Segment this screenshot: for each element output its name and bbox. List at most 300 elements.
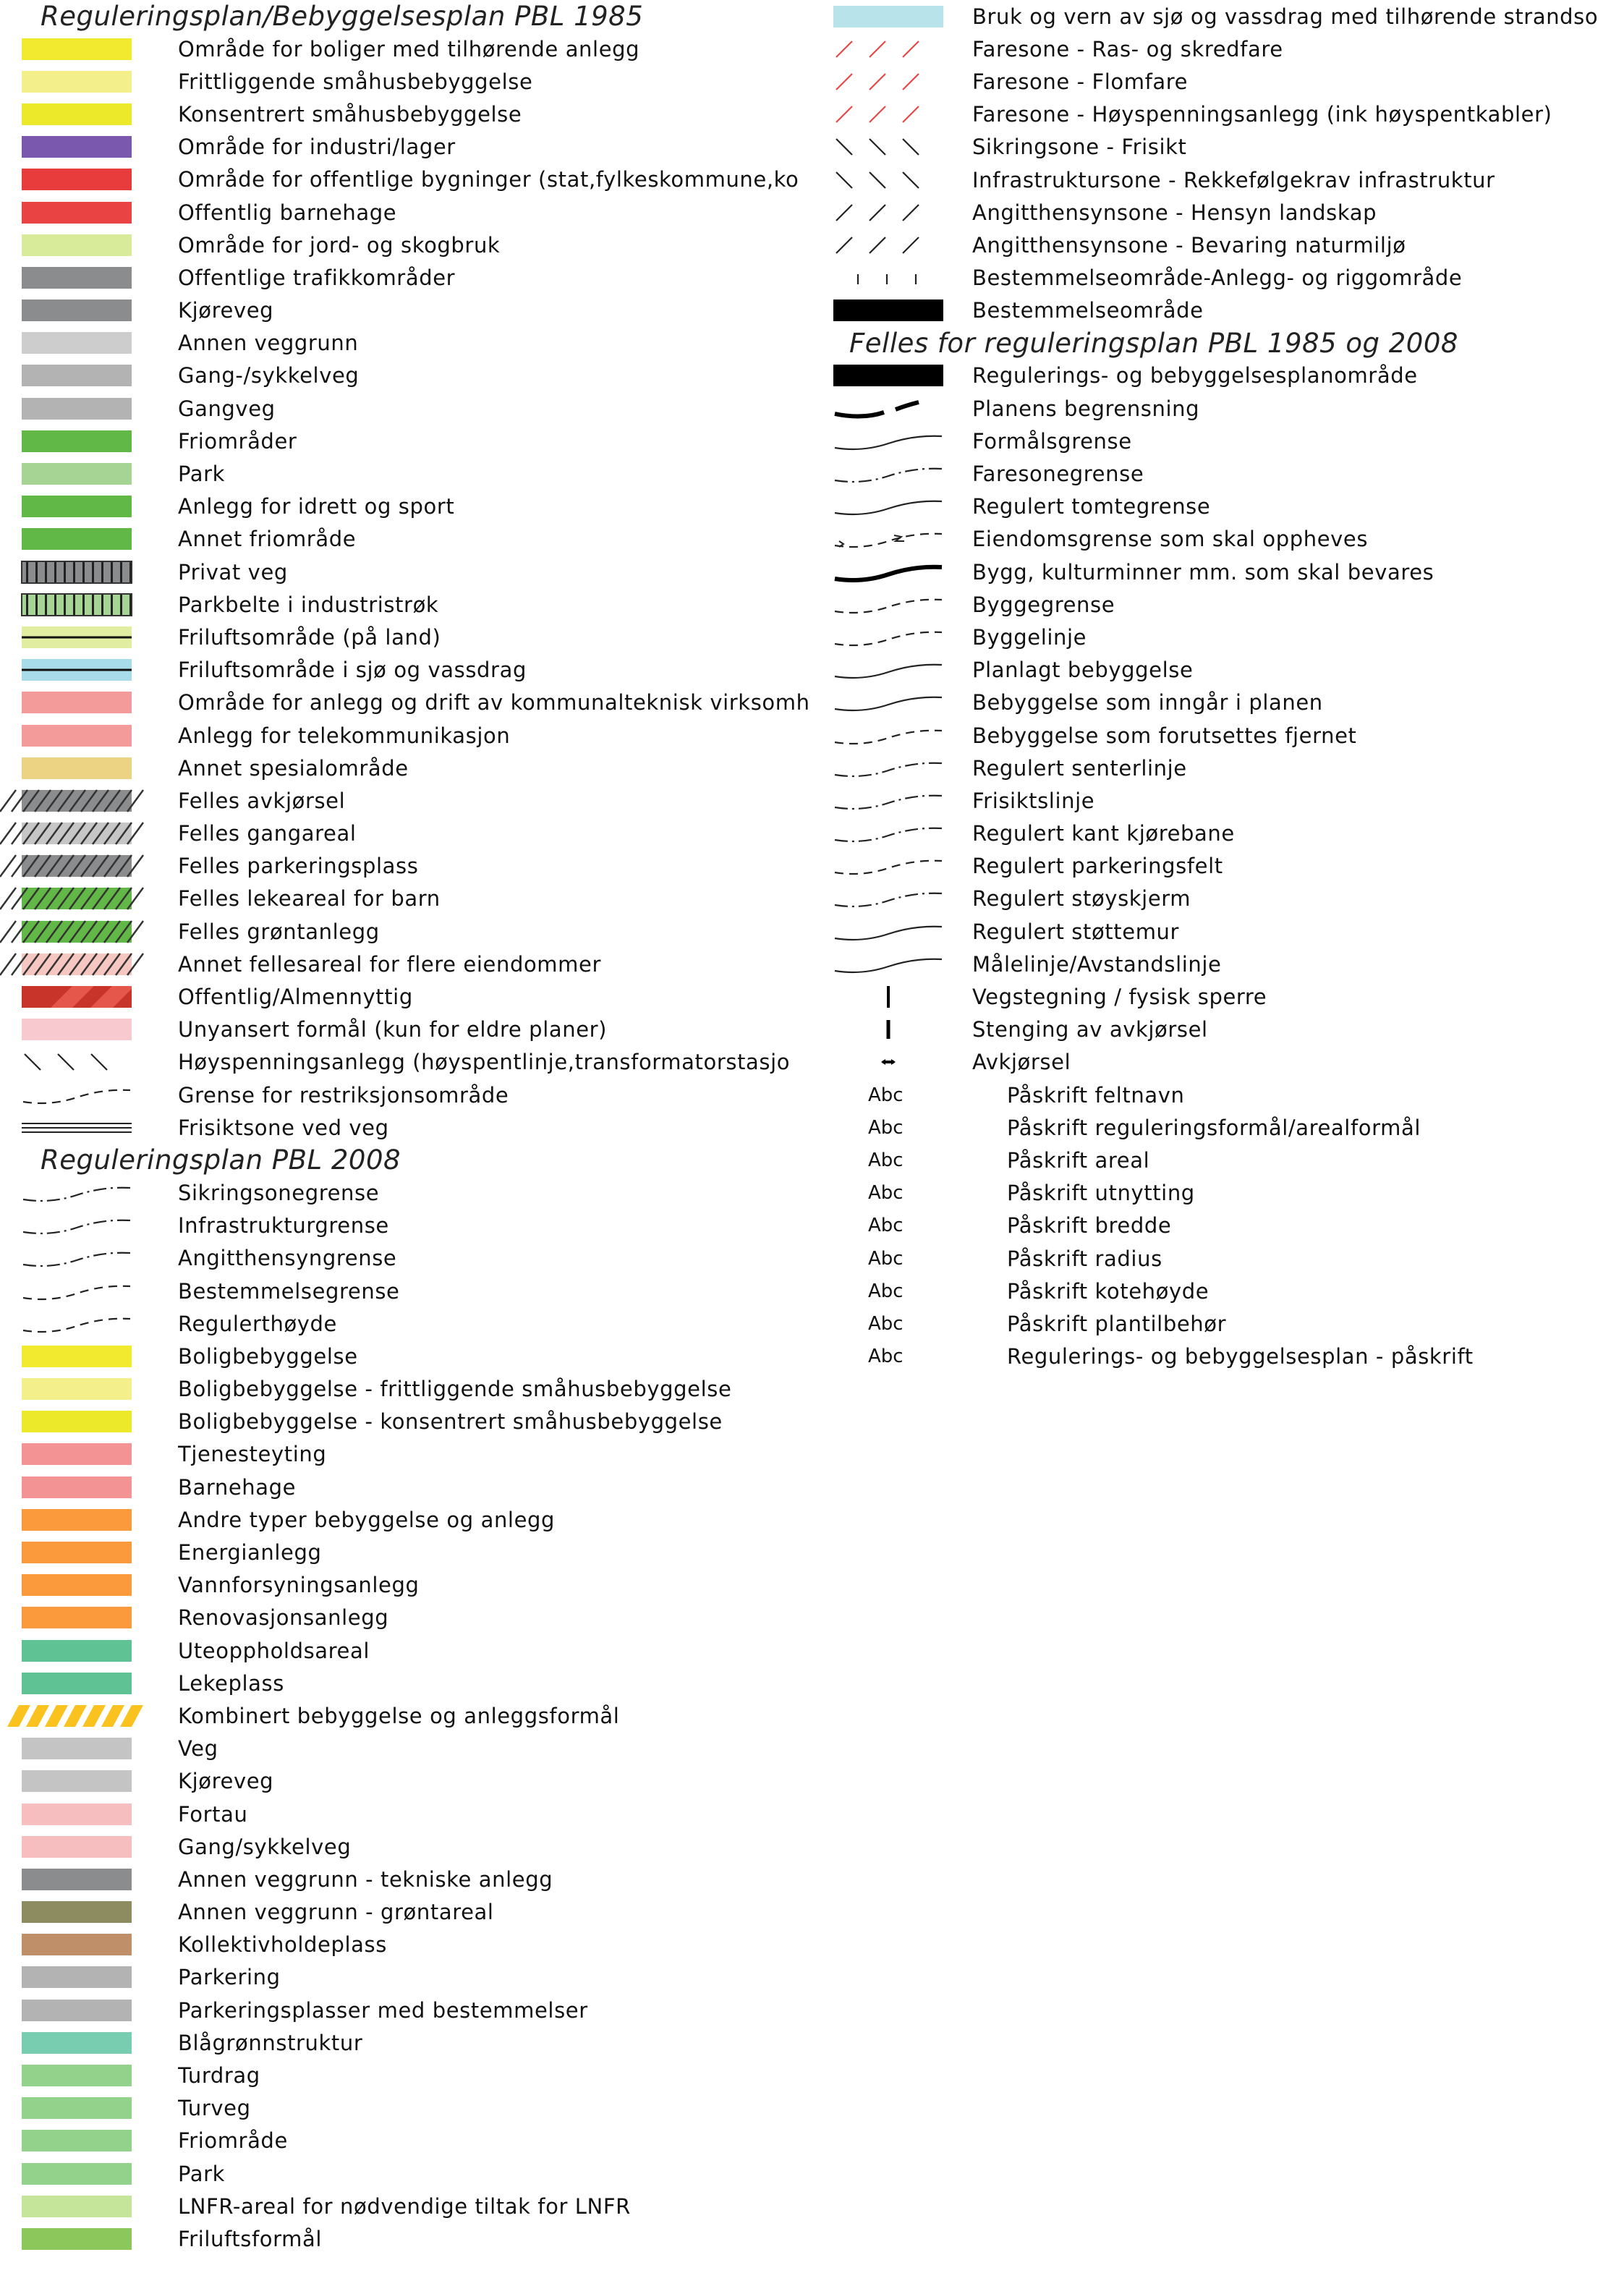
legend-label: Energianlegg	[178, 1540, 322, 1565]
legend-column-left	[0, 0, 817, 2256]
legend-label: Påskrift reguleringsformål/arealformål	[1007, 1115, 1421, 1140]
legend-label: Bebyggelse som forutsettes fjernet	[972, 723, 1357, 748]
legend-symbol	[22, 561, 132, 583]
legend-symbol	[833, 103, 943, 125]
legend-row-barnehage	[0, 1471, 817, 1503]
legend-label: Påskrift radius	[1007, 1246, 1162, 1271]
legend-label: Frittliggende småhusbebyggelse	[178, 69, 533, 94]
legend-row-turdrag	[0, 2059, 817, 2091]
legend-row-angitthensynsone-bevaring-naturmiljo	[817, 229, 1624, 261]
legend-label: Regulerthøyde	[178, 1311, 338, 1336]
legend-symbol	[833, 463, 943, 485]
legend-row-paskrift-bredde	[817, 1210, 1624, 1242]
legend-row-energianlegg	[0, 1536, 817, 1568]
legend-row-bestemmelsegrense	[0, 1275, 817, 1307]
legend-row-boligbebyggelse-konsentrert-smahusbebyggelse	[0, 1406, 817, 1438]
legend-label: Anlegg for idrett og sport	[178, 494, 455, 519]
legend-label: Frisiktslinje	[972, 788, 1095, 813]
legend-label: Offentlig/Almennyttig	[178, 985, 413, 1010]
legend-row-tjenesteyting	[0, 1438, 817, 1471]
legend-label: Annen veggrunn - grøntareal	[178, 1900, 494, 1925]
legend-row-regulert-stottemur	[817, 915, 1624, 948]
legend-label: Lekeplass	[178, 1670, 284, 1696]
legend-label: Målelinje/Avstandslinje	[972, 951, 1222, 977]
legend-label: Renovasjonsanlegg	[178, 1605, 389, 1631]
legend-label: Park	[178, 2161, 226, 2186]
legend-symbol	[22, 1019, 132, 1040]
legend-symbol	[833, 136, 943, 158]
legend-row-faresone-hoyspenningsanlegg-ink-hoyspentkabler	[817, 98, 1624, 131]
legend-row-regulerthoyde	[0, 1307, 817, 1340]
legend-symbol	[833, 855, 943, 877]
legend-label: Kombinert bebyggelse og anleggsformål	[178, 1703, 620, 1728]
legend-label: Regulert tomtegrense	[972, 494, 1211, 519]
legend-row-angitthensynsone-hensyn-landskap	[817, 196, 1624, 229]
legend-symbol	[22, 1640, 132, 1662]
legend-row-annen-veggrunn-grontareal	[0, 1896, 817, 1929]
legend-symbol	[22, 888, 132, 909]
legend-symbol	[22, 953, 132, 975]
legend-symbol	[22, 136, 132, 158]
legend-symbol	[833, 528, 943, 550]
legend-row-boligbebyggelse	[0, 1340, 817, 1372]
legend-row-kombinert-bebyggelse-og-anleggsformal	[0, 1699, 817, 1732]
legend-row-annen-veggrunn-tekniske-anlegg	[0, 1863, 817, 1895]
legend-row-regulert-kant-kjorebane	[817, 817, 1624, 850]
legend-label: Angitthensyngrense	[178, 1246, 397, 1271]
legend-label: Bruk og vern av sjø og vassdrag med tilhørende strandso	[972, 4, 1599, 29]
legend-label: Bygg, kulturminner mm. som skal bevares	[972, 559, 1434, 585]
legend-label: Fortau	[178, 1801, 248, 1827]
legend-symbol	[22, 1378, 132, 1400]
legend-symbol	[833, 234, 943, 256]
legend-label: Regulerings- og bebyggelsesplanområde	[972, 363, 1418, 388]
legend-row-offentlig-barnehage	[0, 196, 817, 229]
legend-symbol	[22, 1084, 132, 1106]
legend-symbol	[22, 626, 132, 648]
legend-label: Faresone - Flomfare	[972, 69, 1189, 94]
legend-symbol	[22, 2163, 132, 2185]
legend-symbol	[22, 332, 132, 354]
legend-row-anlegg-for-idrett-og-sport	[0, 490, 817, 523]
legend-row-bruk-og-vern-av-sjo-og-vassdrag-med-tilhorende-s	[817, 0, 1624, 33]
legend-symbol	[22, 1770, 132, 1792]
legend-row-bebyggelse-som-inngar-i-planen	[817, 687, 1624, 719]
legend-row-regulerings-og-bebyggelsesplan-paskrift	[817, 1341, 1624, 1373]
legend-symbol	[22, 1477, 132, 1498]
legend-label: Påskrift utnytting	[1007, 1181, 1195, 1206]
legend-row-omrade-for-anlegg-og-drift-av-kommunalteknisk-vi	[0, 687, 817, 719]
legend-symbol	[833, 725, 943, 747]
legend-symbol	[833, 365, 943, 386]
legend-label: Regulert støttemur	[972, 919, 1180, 944]
legend-symbol	[833, 594, 943, 616]
legend-symbol	[22, 2196, 132, 2217]
legend-symbol	[22, 823, 132, 844]
legend-symbol	[833, 986, 943, 1008]
legend-row-faresonegrense	[817, 457, 1624, 490]
legend-row-regulert-parkeringsfelt	[817, 850, 1624, 883]
legend-symbol	[22, 2000, 132, 2021]
legend-label: Turveg	[178, 2096, 251, 2121]
legend-row-park	[0, 2157, 817, 2190]
legend-row-parkeringsplasser-med-bestemmelser	[0, 1994, 817, 2026]
legend-label: Annet fellesareal for flere eiendommer	[178, 951, 601, 977]
legend-label: Felles lekeareal for barn	[178, 886, 441, 912]
legend-row-avkjorsel	[817, 1046, 1624, 1079]
legend-symbol	[833, 430, 943, 452]
legend-row-konsentrert-smahusbebyggelse	[0, 98, 817, 130]
legend-symbol	[833, 398, 943, 420]
legend-label: Friluftsområde (på land)	[178, 624, 441, 650]
legend-symbol	[22, 528, 132, 550]
legend-row-angitthensyngrense	[0, 1242, 817, 1275]
legend-symbol	[22, 38, 132, 60]
legend-symbol	[22, 2032, 132, 2054]
text-sample-symbol: Abc	[868, 1182, 904, 1205]
legend-row-bebyggelse-som-forutsettes-fjernet	[817, 719, 1624, 752]
legend-symbol	[22, 1280, 132, 1302]
legend-label: Område for boliger med tilhørende anlegg	[178, 36, 640, 61]
legend-symbol	[22, 1966, 132, 1988]
legend-symbol	[22, 1542, 132, 1563]
legend-row-eiendomsgrense-som-skal-oppheves	[817, 523, 1624, 556]
legend-row-infrastrukturgrense	[0, 1210, 817, 1242]
legend-row-anlegg-for-telekommunikasjon	[0, 719, 817, 752]
legend-symbol	[22, 1509, 132, 1531]
legend-row-bygg-kulturminner-mm-som-skal-bevares	[817, 556, 1624, 588]
legend-row-planens-begrensning	[817, 392, 1624, 425]
legend-label: Avkjørsel	[972, 1050, 1071, 1075]
legend-label: Friluftsområde i sjø og vassdrag	[178, 658, 527, 683]
legend-label: Påskrift kotehøyde	[1007, 1278, 1210, 1304]
legend-label: Eiendomsgrense som skal oppheves	[972, 527, 1369, 552]
legend-label: Annet spesialområde	[178, 755, 409, 781]
legend-label: Turdrag	[178, 2063, 260, 2089]
legend-row-andre-typer-bebyggelse-og-anlegg	[0, 1503, 817, 1536]
legend-row-kjoreveg	[0, 1765, 817, 1798]
legend-symbol	[22, 430, 132, 452]
legend-label: Påskrift plantilbehør	[1007, 1311, 1227, 1336]
legend-symbol	[22, 1738, 132, 1759]
legend-symbol	[22, 725, 132, 747]
legend-label: Gangveg	[178, 396, 276, 421]
legend-label: Angitthensynsone - Bevaring naturmiljø	[972, 232, 1406, 258]
legend-label: Tjenesteyting	[178, 1442, 327, 1467]
legend-row-fortau	[0, 1798, 817, 1830]
legend-row-annet-friomrade	[0, 523, 817, 556]
heading-pbl-1985: Reguleringsplan/Bebyggelsesplan PBL 1985	[41, 1, 644, 32]
legend-symbol	[833, 1051, 943, 1073]
legend-symbol	[22, 921, 132, 943]
legend-label: Uteoppholdsareal	[178, 1638, 370, 1663]
legend-row-byggegrense	[817, 588, 1624, 621]
legend-label: Blågrønnstruktur	[178, 2030, 363, 2055]
legend-label: Annen veggrunn - tekniske anlegg	[178, 1866, 553, 1892]
legend-row-veg	[0, 1733, 817, 1765]
legend-list-1985	[0, 33, 817, 1144]
legend-label: Regulert kant kjørebane	[972, 821, 1235, 846]
legend-symbol	[22, 1215, 132, 1236]
legend-label: Regulert støyskjerm	[972, 886, 1191, 912]
legend-row-blagronnstruktur	[0, 2026, 817, 2059]
legend-symbol	[22, 1313, 132, 1335]
legend-symbol	[22, 1346, 132, 1367]
legend-row-grense-for-restriksjonsomrade	[0, 1079, 817, 1111]
legend-row-annen-veggrunn	[0, 327, 817, 360]
heading-felles: Felles for reguleringsplan PBL 1985 og 2008	[849, 327, 1458, 359]
legend-symbol	[833, 921, 943, 943]
legend-row-parkbelte-i-industristrok	[0, 588, 817, 621]
legend-row-faresone-ras-og-skredfare	[817, 33, 1624, 65]
legend-list-2008	[0, 1176, 817, 2255]
legend-label: Park	[178, 462, 226, 487]
text-sample-symbol: Abc	[868, 1149, 904, 1171]
legend-row-regulert-tomtegrense	[817, 490, 1624, 523]
legend-row-park	[0, 457, 817, 490]
legend-label: Planlagt bebyggelse	[972, 658, 1194, 683]
legend-symbol	[22, 1443, 132, 1465]
legend-label: Kollektivholdeplass	[178, 1932, 387, 1958]
legend-list-zones	[817, 0, 1624, 327]
legend-row-frisiktsone-ved-veg	[0, 1111, 817, 1144]
legend-row-omrade-for-industri-lager	[0, 131, 817, 163]
legend-label: Barnehage	[178, 1474, 297, 1500]
legend-symbol	[22, 1117, 132, 1139]
legend-row-friomrade	[0, 2125, 817, 2157]
legend-symbol	[22, 496, 132, 517]
legend-row-lnfr-areal-for-nodvendige-tiltak-for-lnfr	[0, 2190, 817, 2222]
legend-label: Privat veg	[178, 559, 288, 585]
legend-label: Påskrift bredde	[1007, 1213, 1172, 1239]
legend-label: Regulert senterlinje	[972, 755, 1187, 781]
legend-row-sikringsonegrense	[0, 1176, 817, 1209]
legend-symbol	[22, 1836, 132, 1858]
legend-row-turveg	[0, 2092, 817, 2125]
legend-label: Område for industri/lager	[178, 135, 456, 160]
legend-label: Boligbebyggelse	[178, 1343, 358, 1369]
legend-label: Parkbelte i industristrøk	[178, 592, 439, 617]
text-sample-symbol: Abc	[868, 1247, 904, 1270]
legend-label: LNFR-areal for nødvendige tiltak for LNFR	[178, 2193, 631, 2219]
legend-label: Påskrift areal	[1007, 1147, 1150, 1173]
legend-row-bestemmelseomrade-anlegg-og-riggomrade	[817, 262, 1624, 294]
legend-row-omrade-for-offentlige-bygninger-stat-fylkeskommu	[0, 163, 817, 196]
legend-row-paskrift-feltnavn	[817, 1079, 1624, 1111]
legend-column-right	[817, 0, 1624, 1373]
legend-label: Felles grøntanlegg	[178, 919, 380, 944]
legend-symbol	[833, 299, 943, 321]
legend-symbol	[22, 790, 132, 812]
legend-symbol	[22, 1869, 132, 1890]
legend-symbol	[833, 38, 943, 60]
legend-label: Andre typer bebyggelse og anlegg	[178, 1507, 556, 1532]
legend-row-regulerings-og-bebyggelsesplanomrade	[817, 360, 1624, 392]
legend-label: Boligbebyggelse - konsentrert småhusbebyggelse	[178, 1409, 723, 1435]
legend-symbol	[22, 692, 132, 713]
legend-row-formalsgrense	[817, 425, 1624, 457]
legend-row-vannforsyningsanlegg	[0, 1569, 817, 1602]
legend-symbol	[833, 169, 943, 191]
legend-row-omrade-for-boliger-med-tilhorende-anlegg	[0, 33, 817, 65]
legend-row-boligbebyggelse-frittliggende-smahusbebyggelse	[0, 1373, 817, 1406]
legend-label: Gang-/sykkelveg	[178, 363, 360, 388]
legend-row-friluftsomrade-i-sjo-og-vassdrag	[0, 654, 817, 687]
legend-row-paskrift-areal	[817, 1144, 1624, 1176]
legend-symbol	[22, 1901, 132, 1923]
legend-symbol	[22, 1247, 132, 1269]
legend-label: Bestemmelseområde	[972, 298, 1204, 323]
legend-label: Faresonegrense	[972, 462, 1144, 487]
legend-symbol	[22, 1803, 132, 1825]
legend-symbol	[22, 2097, 132, 2119]
legend-row-felles-gangareal	[0, 817, 817, 850]
legend-symbol	[833, 71, 943, 93]
legend-label: Bestemmelseområde-Anlegg- og riggområde	[972, 265, 1463, 291]
legend-row-paskrift-utnytting	[817, 1177, 1624, 1210]
legend-symbol	[22, 267, 132, 289]
legend-symbol	[833, 202, 943, 224]
legend-symbol	[22, 71, 132, 93]
legend-label: Vannforsyningsanlegg	[178, 1573, 420, 1598]
legend-row-annet-fellesareal-for-flere-eiendommer	[0, 948, 817, 980]
legend-label: Felles gangareal	[178, 821, 357, 846]
legend-row-kollektivholdeplass	[0, 1929, 817, 1961]
legend-row-privat-veg	[0, 556, 817, 588]
legend-row-felles-avkjorsel	[0, 784, 817, 817]
legend-symbol	[22, 594, 132, 616]
legend-label: Byggelinje	[972, 624, 1087, 650]
legend-row-hoyspenningsanlegg-hoyspentlinje-transformatorst	[0, 1046, 817, 1079]
legend-symbol	[833, 6, 943, 27]
legend-label: Faresone - Ras- og skredfare	[972, 36, 1283, 61]
legend-list-felles	[817, 360, 1624, 1373]
legend-row-gang-sykkelveg	[0, 1830, 817, 1863]
legend-row-unyansert-formal-kun-for-eldre-planer	[0, 1014, 817, 1046]
legend-symbol	[22, 2065, 132, 2086]
legend-symbol	[22, 299, 132, 321]
legend-label: Bestemmelsegrense	[178, 1278, 400, 1304]
legend-label: Planens begrensning	[972, 396, 1200, 421]
legend-label: Unyansert formål (kun for eldre planer)	[178, 1017, 608, 1042]
legend-label: Boligbebyggelse - frittliggende småhusbebyggelse	[178, 1377, 732, 1402]
legend-label: Sikringsone - Frisikt	[972, 135, 1187, 160]
text-sample-symbol: Abc	[868, 1116, 904, 1139]
legend-row-friomrader	[0, 425, 817, 457]
legend-label: Gang/sykkelveg	[178, 1834, 352, 1859]
legend-row-bestemmelseomrade	[817, 294, 1624, 327]
legend-row-vegstegning-fysisk-sperre	[817, 980, 1624, 1013]
legend-symbol	[22, 2228, 132, 2250]
legend-label: Parkeringsplasser med bestemmelser	[178, 1997, 588, 2023]
legend-label: Parkering	[178, 1965, 281, 1990]
legend-label: Område for anlegg og drift av kommunalteknisk virksomh	[178, 690, 810, 715]
text-sample-symbol: Abc	[868, 1084, 904, 1106]
legend-row-paskrift-kotehoyde	[817, 1275, 1624, 1307]
text-sample-symbol: Abc	[868, 1280, 904, 1302]
heading-pbl-2008: Reguleringsplan PBL 2008	[41, 1144, 401, 1176]
legend-row-sikringsone-frisikt	[817, 131, 1624, 163]
legend-label: Friområder	[178, 428, 297, 454]
legend-label: Kjøreveg	[178, 298, 274, 323]
legend-symbol	[22, 1607, 132, 1628]
legend-row-uteoppholdsareal	[0, 1634, 817, 1667]
legend-row-paskrift-plantilbehor	[817, 1307, 1624, 1340]
legend-symbol	[833, 888, 943, 909]
legend-row-paskrift-reguleringsformal-arealformal	[817, 1111, 1624, 1144]
legend-symbol	[833, 953, 943, 975]
legend-row-felles-parkeringsplass	[0, 850, 817, 883]
legend-row-paskrift-radius	[817, 1242, 1624, 1275]
legend-symbol	[22, 1051, 132, 1073]
legend-row-annet-spesialomrade	[0, 752, 817, 784]
legend-row-malelinje-avstandslinje	[817, 948, 1624, 980]
legend-symbol	[22, 398, 132, 420]
legend-label: Angitthensynsone - Hensyn landskap	[972, 200, 1377, 225]
legend-label: Infrastruktursone - Rekkefølgekrav infrastruktur	[972, 167, 1495, 192]
legend-symbol	[22, 855, 132, 877]
legend-label: Felles avkjørsel	[178, 788, 346, 813]
legend-row-friluftsomrade-pa-land	[0, 621, 817, 653]
legend-row-omrade-for-jord-og-skogbruk	[0, 229, 817, 261]
legend-row-infrastruktursone-rekkefolgekrav-infrastruktur	[817, 163, 1624, 196]
legend-symbol	[833, 659, 943, 681]
legend-label: Veg	[178, 1736, 218, 1762]
legend-label: Annet friområde	[178, 527, 357, 552]
legend-symbol	[833, 790, 943, 812]
legend-row-frittliggende-smahusbebyggelse	[0, 65, 817, 98]
legend-symbol	[22, 169, 132, 190]
legend-symbol	[22, 1705, 132, 1727]
legend-symbol	[833, 692, 943, 713]
legend-label: Faresone - Høyspenningsanlegg (ink høyspentkabler)	[972, 102, 1552, 127]
legend-label: Område for offentlige bygninger (stat,fylkeskommune,ko	[178, 167, 799, 192]
legend-symbol	[22, 986, 132, 1008]
legend-row-offentlige-trafikkomrader	[0, 261, 817, 294]
legend-label: Sikringsonegrense	[178, 1180, 380, 1205]
legend-row-faresone-flomfare	[817, 65, 1624, 98]
legend-symbol	[833, 496, 943, 517]
legend-row-planlagt-bebyggelse	[817, 654, 1624, 687]
legend-symbol	[22, 234, 132, 256]
legend-label: Vegstegning / fysisk sperre	[972, 985, 1267, 1010]
legend-symbol	[22, 202, 132, 224]
legend-label: Offentlig barnehage	[178, 200, 397, 225]
legend-row-frisiktslinje	[817, 784, 1624, 817]
legend-row-byggelinje	[817, 621, 1624, 653]
legend-label: Formålsgrense	[972, 428, 1132, 454]
legend-symbol	[22, 1182, 132, 1204]
legend-symbol	[22, 1934, 132, 1955]
legend-row-lekeplass	[0, 1667, 817, 1699]
legend-symbol	[22, 365, 132, 386]
legend-symbol	[22, 757, 132, 779]
legend-row-gang-sykkelveg	[0, 360, 817, 392]
legend-symbol	[833, 757, 943, 779]
legend-label: Påskrift feltnavn	[1007, 1082, 1185, 1108]
legend-label: Regulert parkeringsfelt	[972, 854, 1223, 879]
legend-row-parkering	[0, 1961, 817, 1994]
legend-symbol	[22, 2130, 132, 2151]
legend-label: Annen veggrunn	[178, 331, 359, 356]
legend-symbol	[22, 463, 132, 485]
legend-label: Anlegg for telekommunikasjon	[178, 723, 511, 748]
legend-symbol	[833, 267, 943, 289]
legend-row-stenging-av-avkjorsel	[817, 1014, 1624, 1046]
legend-label: Høyspenningsanlegg (høyspentlinje,transformatorstasjo	[178, 1050, 791, 1075]
text-sample-symbol: Abc	[868, 1346, 904, 1368]
legend-symbol	[833, 561, 943, 583]
